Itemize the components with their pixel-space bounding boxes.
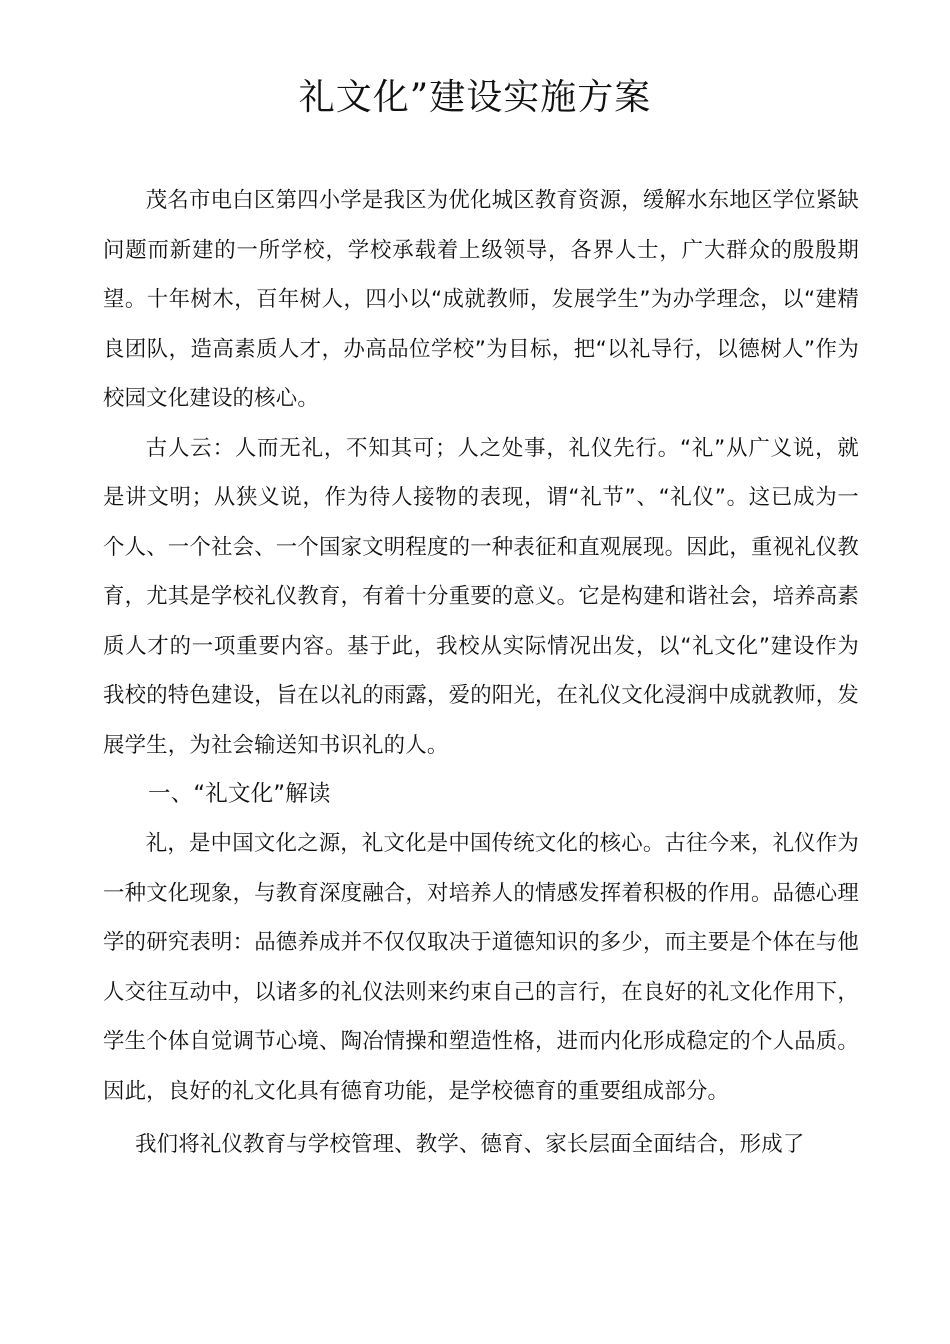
section-heading: 一、“礼文化”解读 [148, 781, 331, 807]
background-paragraph: 古人云：人而无礼，不知其可；人之处事，礼仪先行。“礼”从广义说，就是讲文明；从狭义说，作为待人接物的表现，谓“礼节”、“礼仪”。这已成为一个人、一个社会、一个国家文明程度的一种表征和直观展现。因此，重视礼仪教育，尤其是学校礼仪教育，有着十分重要的意义。它是构建和谐社会，培养高素质人才的一项重要内容。基于此，我校从实际情况出发，以“礼文化”建设作为我校的特色建设，旨在以礼的雨露，爱的阳光，在礼仪文化浸润中成就教师，发展学生，为社会输送知书识礼的人。 [103, 435, 859, 758]
document-body [103, 176, 859, 1170]
document-title: 礼文化”建设实施方案 [298, 77, 652, 118]
section-paragraph-continued: 我们将礼仪教育与学校管理、教学、德育、家长层面全面结合，形成了 [135, 1132, 805, 1157]
section-paragraph: 礼，是中国文化之源，礼文化是中国传统文化的核心。古往今来，礼仪作为一种文化现象，与教育深度融合，对培养人的情感发挥着积极的作用。品德心理学的研究表明：品德养成并不仅仅取决于道德知识的多少，而主要是个体在与他人交往互动中，以诸多的礼仪法则来约束自己的言行，在良好的礼文化作用下，学生个体自觉调节心境、陶冶情操和塑造性格，进而内化形成稳定的个人品质。因此，良好的礼文化具有德育功能，是学校德育的重要组成部分。 [103, 831, 859, 1104]
intro-paragraph: 茂名市电白区第四小学是我区为优化城区教育资源，缓解水东地区学位紧缺问题而新建的一所学校，学校承载着上级领导，各界人士，广大群众的殷殷期望。十年树木，百年树人，四小以“成就教师，发展学生”为办学理念，以“建精良团队，造高素质人才，办高品位学校”为目标，把“以礼导行，以德树人”作为校园文化建设的核心。 [103, 188, 859, 411]
